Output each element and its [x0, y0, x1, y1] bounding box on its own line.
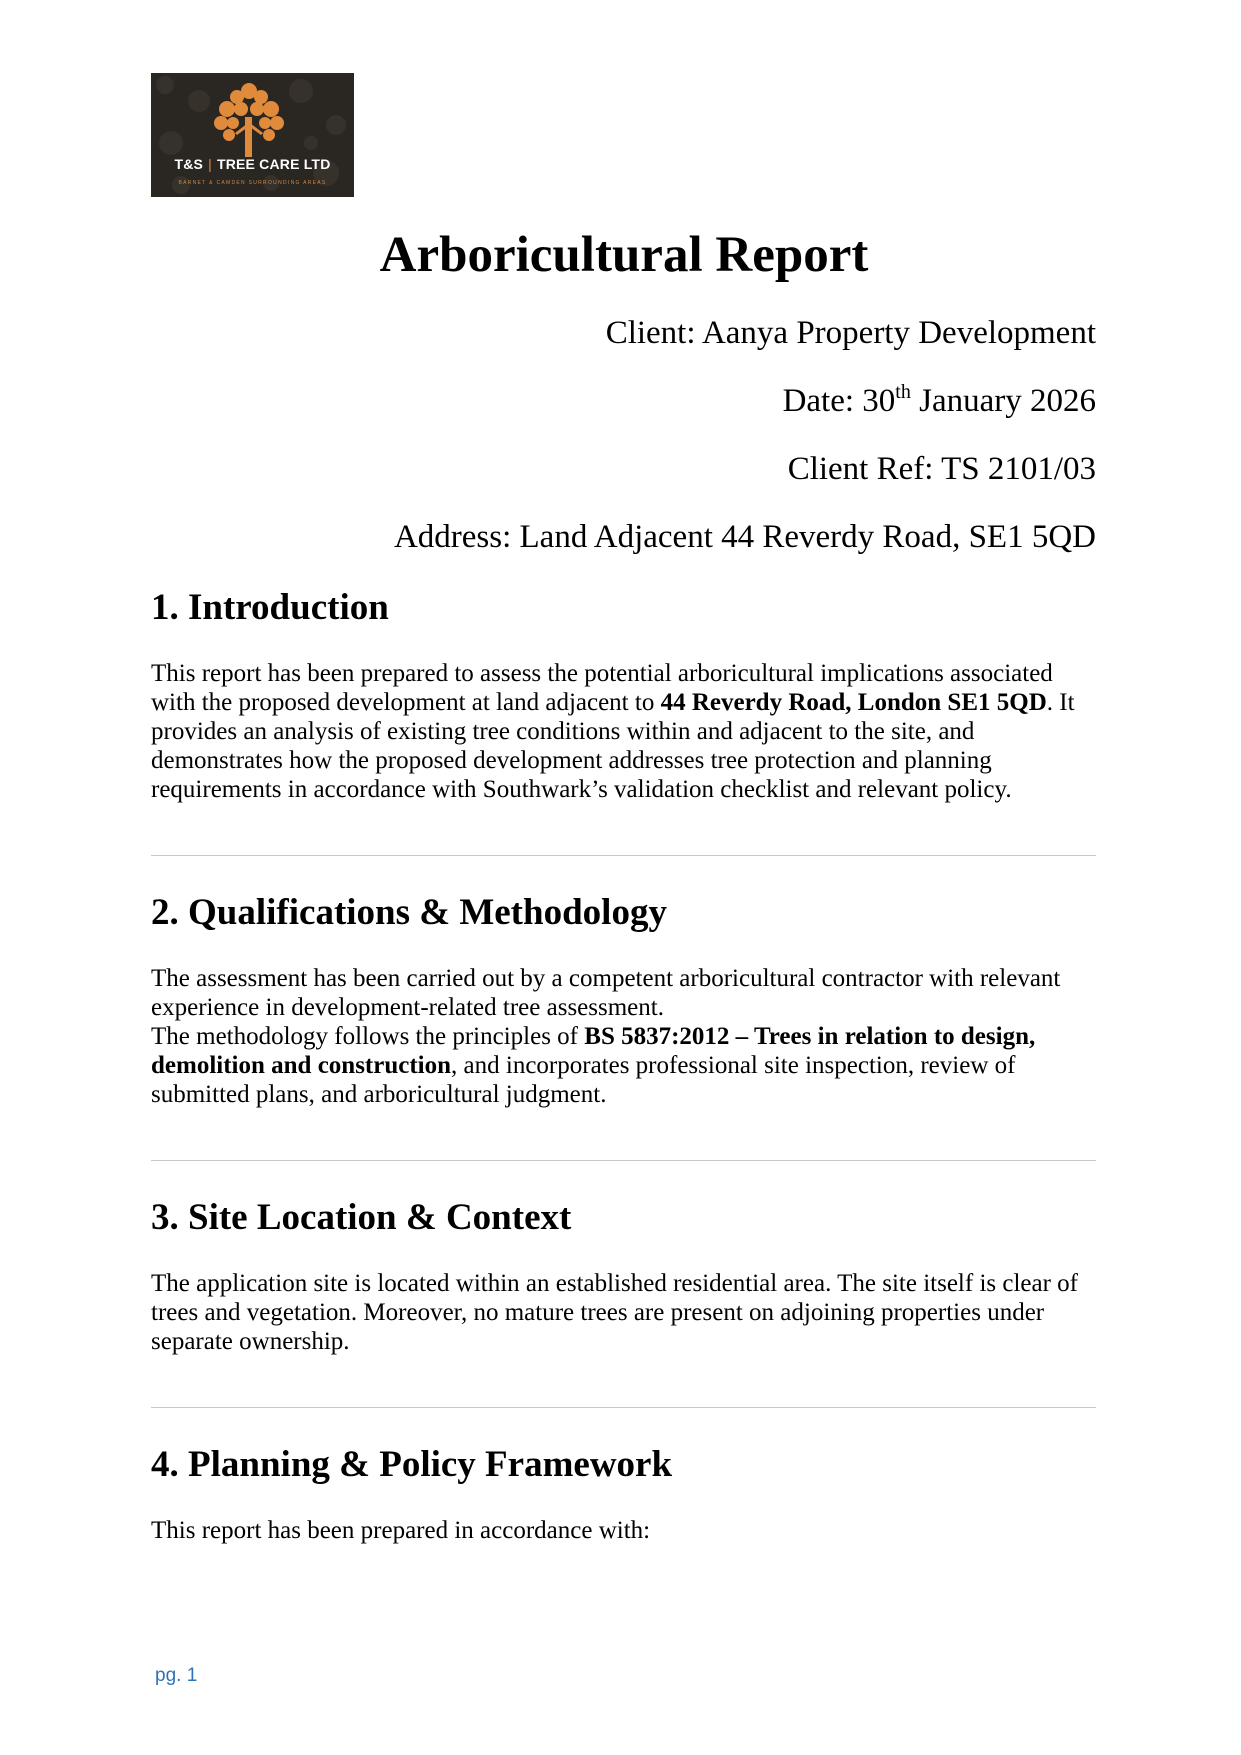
- site-address: Address: Land Adjacent 44 Reverdy Road, SE1 5QD: [393, 519, 1096, 555]
- client-reference: Client Ref: TS 2101/03: [787, 451, 1096, 487]
- logo-wordmark: T&S | TREE CARE LTD: [174, 156, 331, 172]
- site-location-paragraph: The application site is located within an established residential area. The site itself is clear of trees and vegetation. Moreover, no mature trees are present on adjoining properties under separate ownership.: [151, 1270, 1079, 1355]
- company-logo: [151, 73, 354, 197]
- section-divider: [151, 855, 1096, 856]
- logo-tagline: BARNET & CAMDEN SURROUNDING AREAS: [178, 180, 327, 186]
- section-divider: [151, 1160, 1096, 1161]
- report-date: Date: 30th January 2026: [782, 381, 1096, 419]
- section-heading-qualifications: 2. Qualifications & Methodology: [151, 892, 667, 933]
- section-divider: [151, 1407, 1096, 1408]
- planning-policy-paragraph: This report has been prepared in accordance with:: [151, 1517, 651, 1544]
- page-number: pg. 1: [155, 1665, 198, 1686]
- qualifications-paragraph: The assessment has been carried out by a competent arboricultural contractor with relevant experience in development-related tree assessment. The methodology follows the principles of BS 5837:2012 – Trees in relation to design, demolition and construction, and incorporates professional site inspection, review of submitted plans, and arboricultural judgment.: [151, 965, 1061, 1108]
- section-heading-site-location: 3. Site Location & Context: [151, 1197, 572, 1238]
- introduction-paragraph: This report has been prepared to assess the potential arboricultural implications associated with the proposed development at land adjacent to 44 Reverdy Road, London SE1 5QD. It provides an analysis of existing tree conditions within and adjacent to the site, and demonstrates how the proposed development addresses tree protection and planning requirements in accordance with Southwark’s validation checklist and relevant policy.: [151, 660, 1075, 803]
- section-heading-introduction: 1. Introduction: [151, 587, 389, 628]
- client-name: Client: Aanya Property Development: [605, 315, 1096, 351]
- tree-icon: [207, 79, 291, 157]
- section-heading-planning-policy: 4. Planning & Policy Framework: [151, 1444, 673, 1485]
- report-title: Arboricultural Report: [379, 227, 869, 283]
